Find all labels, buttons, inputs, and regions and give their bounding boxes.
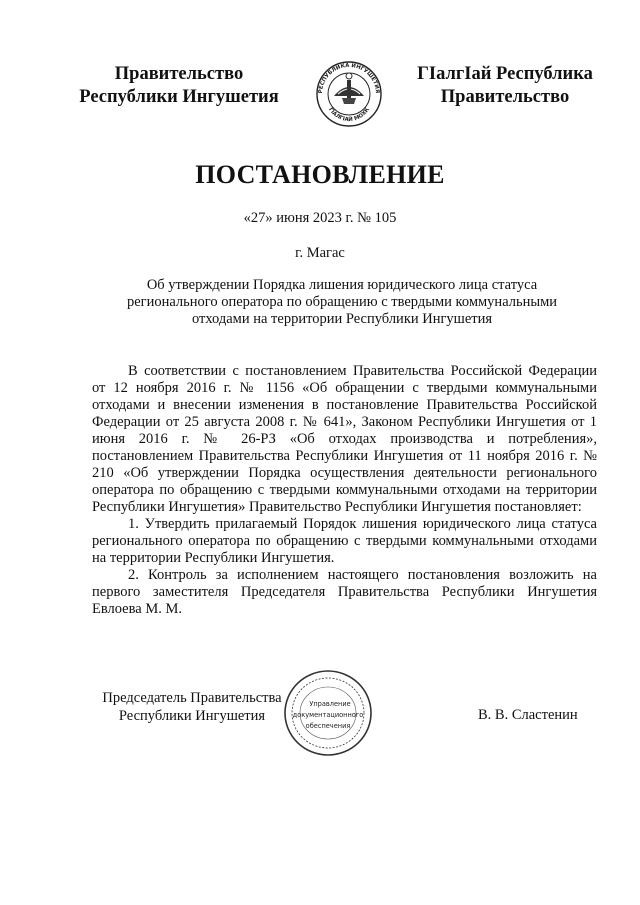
stamp-line-3: обеспечения xyxy=(305,722,351,730)
header-right-line1: ГIалгIай Республика xyxy=(417,64,593,84)
coat-of-arms-emblem xyxy=(312,60,386,128)
signatory-position xyxy=(92,689,292,725)
document-body xyxy=(92,363,597,618)
stamp-line-1: Управление xyxy=(309,700,351,708)
document-type-heading: ПОСТАНОВЛЕНИЕ xyxy=(195,160,445,189)
signatory-name: В. В. Сластенин xyxy=(478,707,578,723)
signatory-position-line1: Председатель Правительства xyxy=(102,690,282,706)
svg-text:РЕСПУБЛИКА ИНГУШЕТИЯ: РЕСПУБЛИКА ИНГУШЕТИЯ xyxy=(317,62,381,94)
document-title: Об утверждении Порядка лишения юридического лица статуса регионального оператора по обращению с твердыми коммунальными отходами на территории Республики Ингушетия xyxy=(126,277,558,327)
header-left-line2: Республики Ингушетия xyxy=(79,87,279,107)
item-2-paragraph: 2. Контроль за исполнением настоящего постановления возложить на первого заместителя Председателя Правительства Республики Ингушетия Евлоева М. М. xyxy=(92,567,597,617)
document-date-number: «27» июня 2023 г. № 105 xyxy=(243,210,397,226)
svg-text:ГIАЛГIАЙ МОХК: ГIАЛГIАЙ МОХК xyxy=(327,106,371,124)
stamp-line-2: документационного xyxy=(292,711,364,719)
official-stamp xyxy=(282,668,374,758)
header-left-line1: Правительство xyxy=(114,64,244,84)
preamble-paragraph: В соответствии с постановлением Правительства Российской Федерации от 12 ноября 2016 г. № 1156 «Об обращении с твердыми коммунальными отходами и внесении изменения в постановление Правительства Российской Федерации от 25 августа 2008 г. № 641», Законом Республики Ингушетия от 1 июня 2016 г. № 26-РЗ «Об отходах производства и потребления», постановлением Правительства Республики Ингушетия от 11 ноября 2016 г. № 210 «Об утверждении Порядка осуществления деятельности регионального оператора по обращению с твердыми коммунальными отходами на территории Республики Ингушетия» Правительство Республики Ингушетия постановляет: xyxy=(92,363,597,515)
header-left xyxy=(60,63,298,109)
signatory-position-line2: Республики Ингушетия xyxy=(118,708,266,724)
document-city: г. Магас xyxy=(295,245,345,261)
item-1-paragraph: 1. Утвердить прилагаемый Порядок лишения юридического лица статуса регионального оператора по обращению с твердыми коммунальными отходами на территории Республики Ингушетия. xyxy=(92,516,597,566)
header-right-line2: Правительство xyxy=(440,87,570,107)
header-right xyxy=(400,63,610,109)
